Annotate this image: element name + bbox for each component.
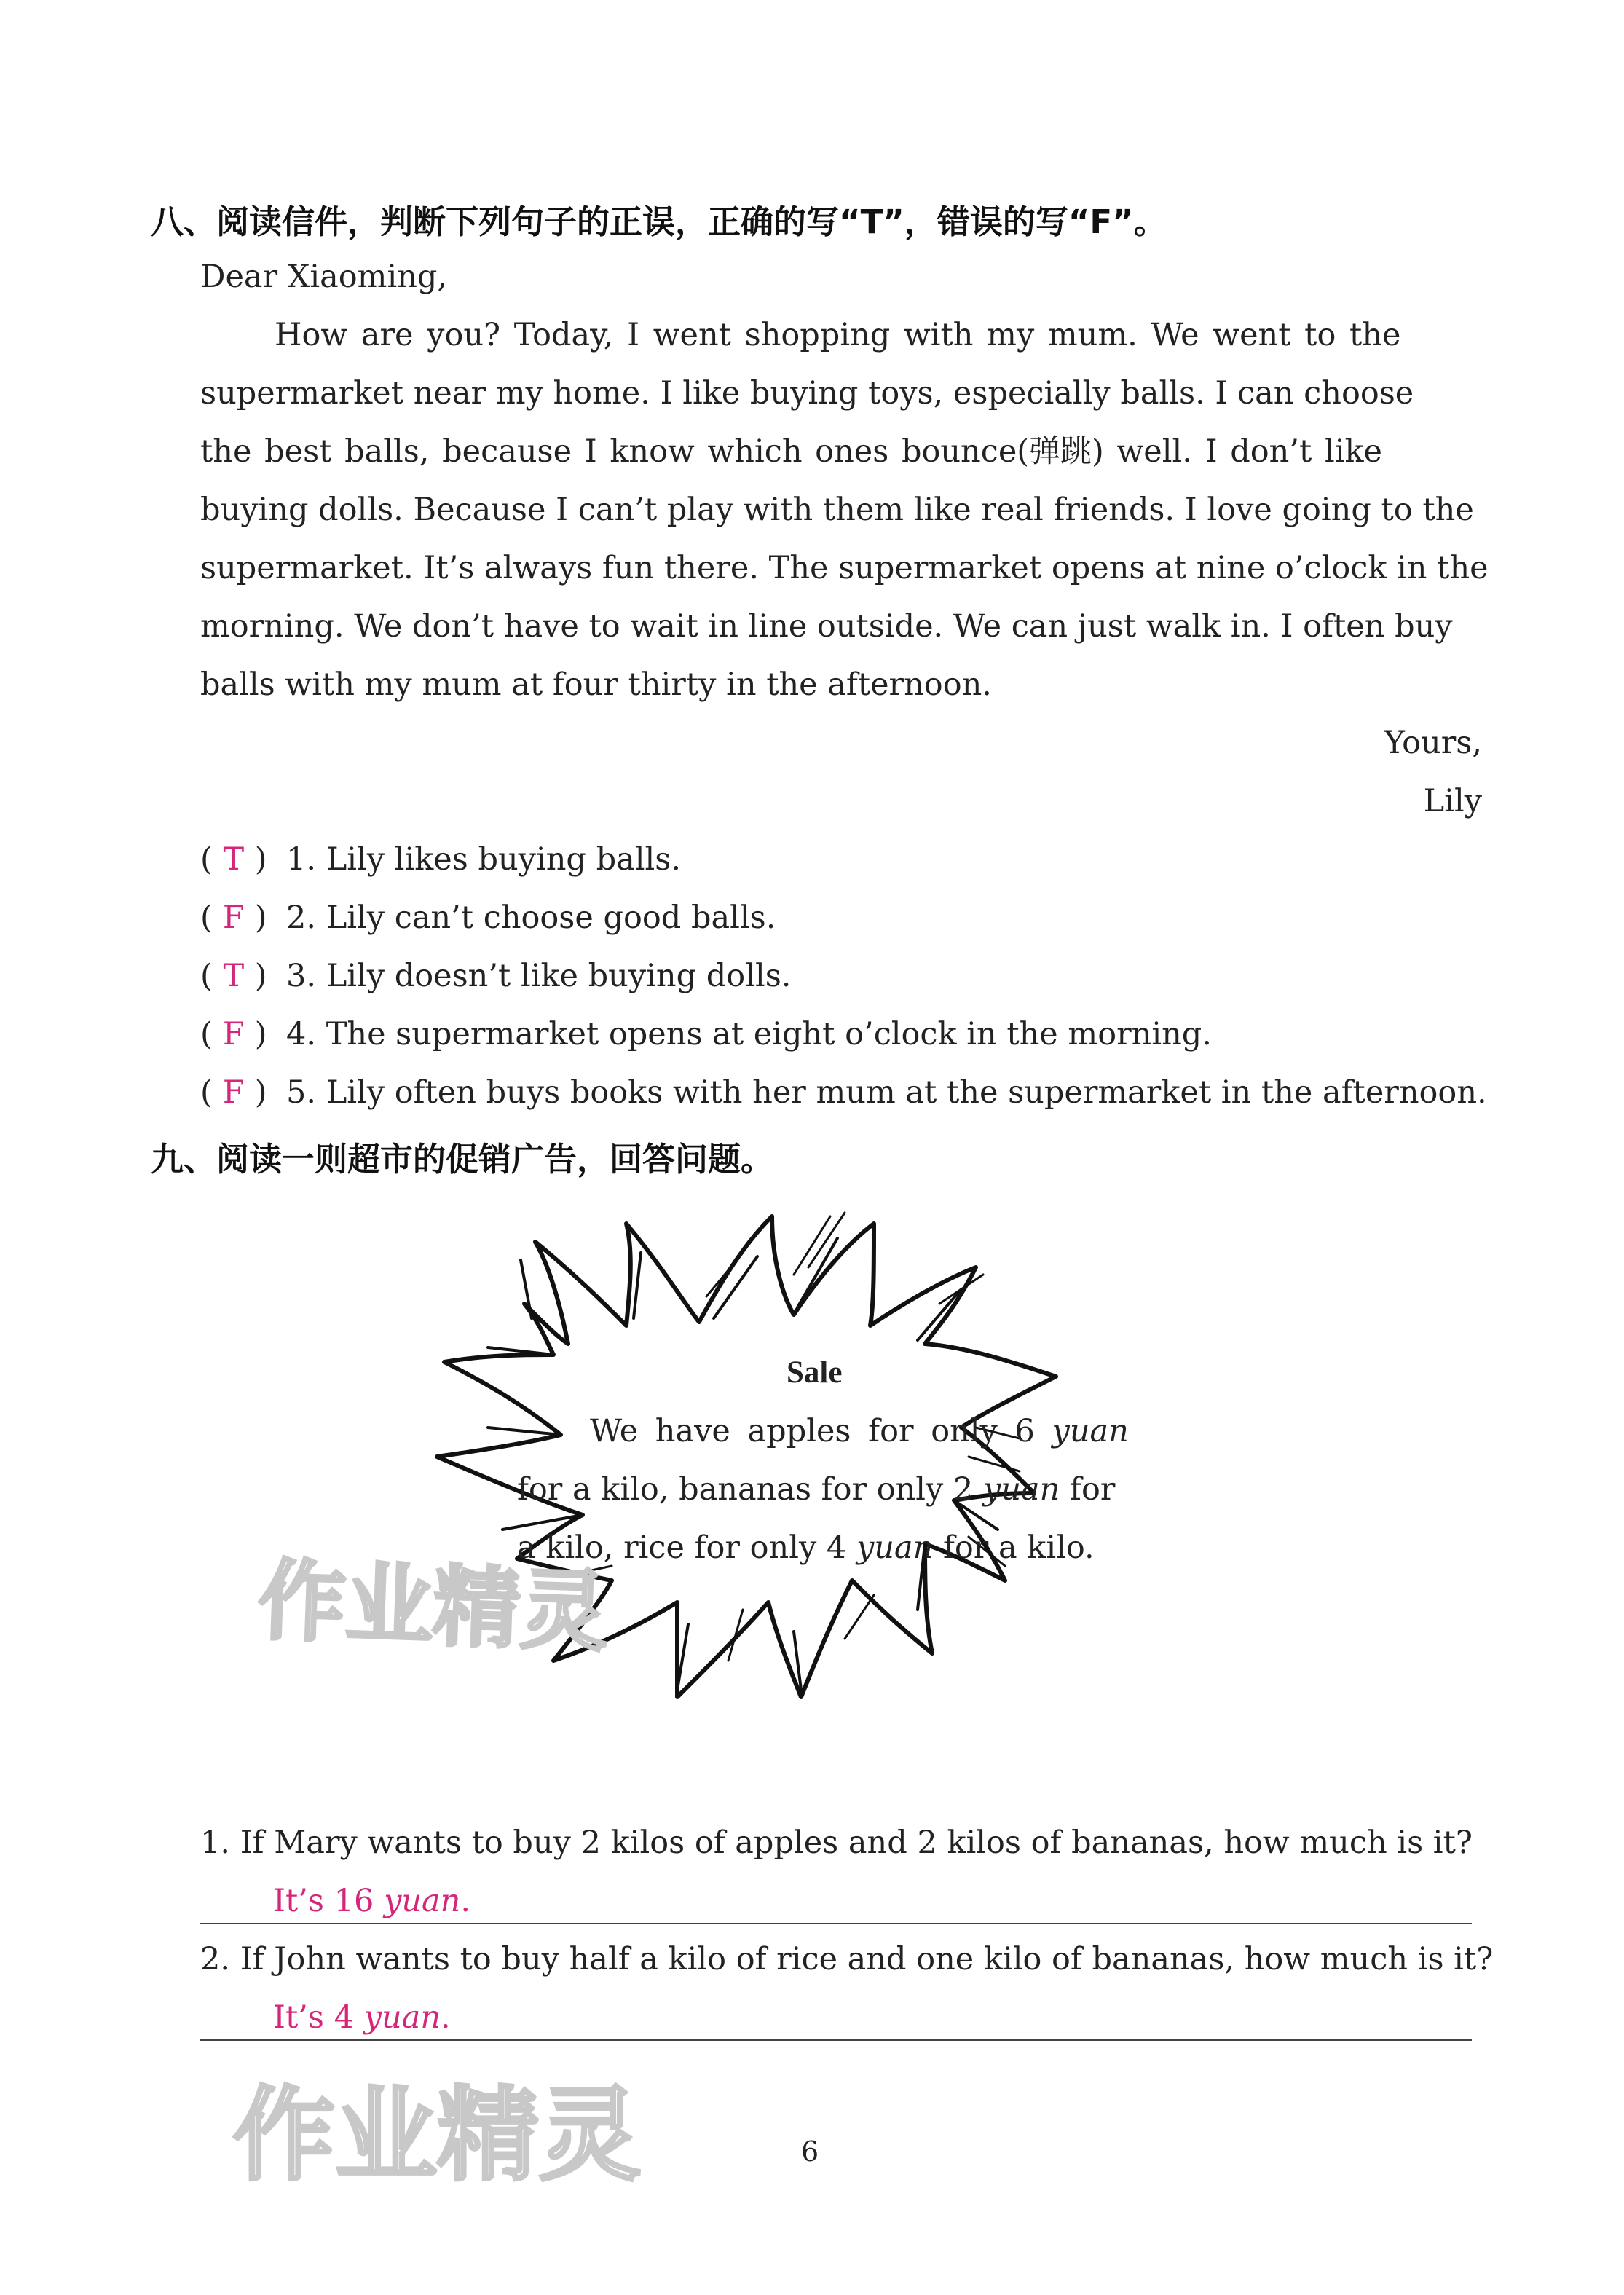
letter xyxy=(200,248,1489,830)
tf-statement: 4. The supermarket opens at eight o’clock in the morning. xyxy=(286,1016,1212,1052)
letter-line: How are you? Today, I went shopping with my mum. We went to the xyxy=(275,317,1401,353)
tf-answer: F xyxy=(222,900,245,936)
answer-2-end: . xyxy=(441,1999,451,2036)
answer-1-text: It’s 16 xyxy=(273,1883,385,1919)
letter-line: supermarket. It’s always fun there. The supermarket opens at nine o’clock in the xyxy=(200,550,1489,586)
letter-line: balls with my mum at four thirty in the afternoon. xyxy=(200,666,992,703)
answer-2-unit: yuan xyxy=(363,1999,441,2036)
page-number: 6 xyxy=(801,2135,819,2168)
tf-answer: F xyxy=(222,1074,245,1111)
tf-item: ( T ) 1. Lily likes buying balls. xyxy=(200,830,1487,889)
question-2: 2. If John wants to buy half a kilo of rice and one kilo of bananas, how much is it? xyxy=(200,1941,1494,1977)
letter-line: buying dolls. Because I can’t play with them like real friends. I love going to the xyxy=(200,492,1474,528)
answer-1 xyxy=(273,1883,470,1919)
sale-line-2-text: for a kilo, bananas for only 2 xyxy=(517,1471,974,1508)
answer-line-2 xyxy=(200,1988,1472,2041)
sale-line-1 xyxy=(590,1402,1129,1460)
letter-line: morning. We don’t have to wait in line outside. We can just walk in. I often buy xyxy=(200,608,1453,645)
question-1: 1. If Mary wants to buy 2 kilos of apples and 2 kilos of bananas, how much is it? xyxy=(200,1824,1473,1861)
tf-statement: 2. Lily can’t choose good balls. xyxy=(286,900,776,936)
letter-signature: Lily xyxy=(1423,783,1482,819)
sale-unit: yuan xyxy=(856,1530,934,1566)
section-9-title: 九、阅读一则超市的促销广告，回答问题。 xyxy=(151,1140,774,1178)
letter-closing: Yours, xyxy=(1384,725,1482,761)
answer-2-text: It’s 4 xyxy=(273,1999,364,2036)
tf-answer: T xyxy=(223,958,245,994)
sale-line-2 xyxy=(517,1460,1115,1519)
sale-line-3-end: for a kilo. xyxy=(942,1530,1095,1566)
letter-greeting: Dear Xiaoming, xyxy=(200,259,448,295)
letter-line: the best balls, because I know which ones bounce(弹跳) well. I don’t like xyxy=(200,433,1382,470)
sale-unit: yuan xyxy=(983,1471,1060,1508)
tf-answer: T xyxy=(223,841,245,878)
tf-list xyxy=(200,830,1487,1122)
watermark-logo: 作业精灵 xyxy=(233,2076,642,2195)
sale-line-2-end: for xyxy=(1070,1471,1116,1508)
sale-line-1-text: We have apples for only 6 xyxy=(590,1413,1035,1449)
tf-statement: 3. Lily doesn’t like buying dolls. xyxy=(286,958,792,994)
tf-item: ( F ) 5. Lily often buys books with her mum at the supermarket in the afternoon. xyxy=(200,1063,1487,1122)
watermark-logo: 作业精灵 xyxy=(256,1550,610,1664)
answer-line-1 xyxy=(200,1872,1472,1924)
sale-line-3-text: a kilo, rice for only 4 xyxy=(517,1530,847,1566)
answer-2 xyxy=(273,1999,451,2036)
section-8-title: 八、阅读信件，判断下列句子的正误，正确的写“T”，错误的写“F”。 xyxy=(151,202,1167,241)
tf-item: ( F ) 2. Lily can’t choose good balls. xyxy=(200,889,1487,947)
tf-item: ( F ) 4. The supermarket opens at eight o’clock in the morning. xyxy=(200,1005,1487,1063)
tf-answer: F xyxy=(222,1016,245,1052)
sale-unit: yuan xyxy=(1052,1413,1129,1449)
tf-statement: 5. Lily often buys books with her mum at the supermarket in the afternoon. xyxy=(286,1074,1487,1111)
tf-item: ( T ) 3. Lily doesn’t like buying dolls. xyxy=(200,947,1487,1005)
answer-1-unit: yuan xyxy=(384,1883,461,1919)
tf-statement: 1. Lily likes buying balls. xyxy=(286,841,682,878)
letter-line: supermarket near my home. I like buying toys, especially balls. I can choose xyxy=(200,375,1414,412)
answer-1-end: . xyxy=(460,1883,471,1919)
sale-title: Sale xyxy=(787,1355,843,1390)
